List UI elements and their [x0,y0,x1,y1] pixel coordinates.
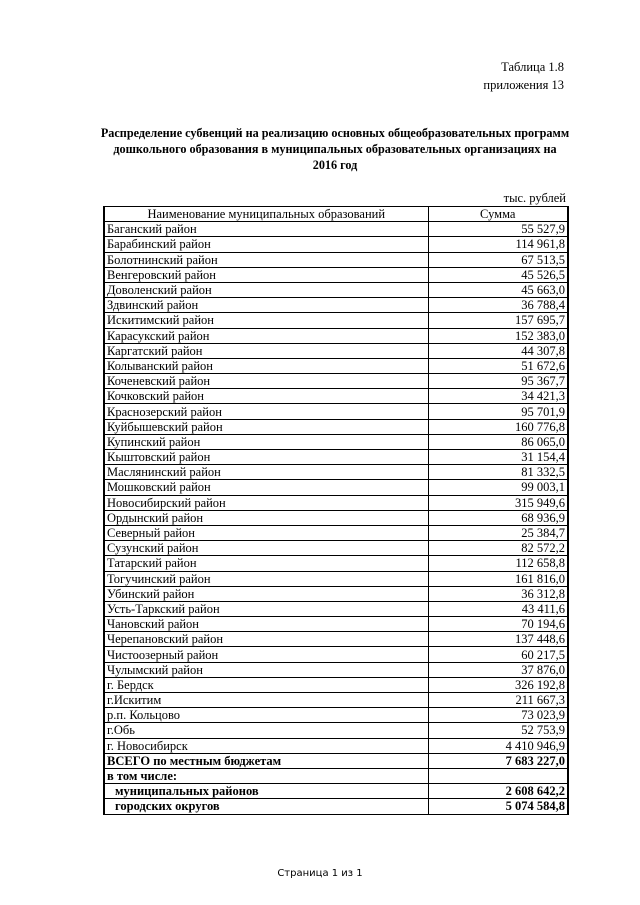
table-row [104,541,568,556]
table-row [104,222,568,237]
sum-value: 55 527,9 [428,222,568,237]
sum-value: 4 410 946,9 [428,738,568,753]
appendix-caption: приложения 13 [483,78,564,92]
municipality-name: Барабинский район [104,237,428,252]
sum-value: 36 312,8 [428,586,568,601]
including-label-row [104,768,568,783]
sum-value: 161 816,0 [428,571,568,586]
column-header-sum: Сумма [428,207,568,222]
table-row [104,358,568,373]
municipality-name: Венгеровский район [104,267,428,282]
table-row [104,571,568,586]
municipality-name: Чистоозерный район [104,647,428,662]
sum-value: 326 192,8 [428,677,568,692]
sum-value: 157 695,7 [428,313,568,328]
municipality-name: Кыштовский район [104,450,428,465]
table-row [104,632,568,647]
table-number-caption: Таблица 1.8 [501,60,564,74]
municipality-name: Маслянинский район [104,465,428,480]
municipality-name: Северный район [104,525,428,540]
table-header-row [104,207,568,222]
table-row [104,434,568,449]
sum-value: 81 332,5 [428,465,568,480]
municipality-name: Доволенский район [104,282,428,297]
units-label: тыс. рублей [503,191,566,205]
table-row [104,343,568,358]
sum-value: 31 154,4 [428,450,568,465]
sum-value: 152 383,0 [428,328,568,343]
municipality-name: Каргатский район [104,343,428,358]
sum-value: 315 949,6 [428,495,568,510]
municipality-name: Убинский район [104,586,428,601]
table-row [104,450,568,465]
table-row [104,723,568,738]
sum-value: 34 421,3 [428,389,568,404]
municipality-name: Чулымский район [104,662,428,677]
sum-value: 43 411,6 [428,601,568,616]
table-row [104,662,568,677]
sum-value: 86 065,0 [428,434,568,449]
sum-value: 211 667,3 [428,693,568,708]
sum-value: 82 572,2 [428,541,568,556]
municipality-name: г.Обь [104,723,428,738]
sum-value: 52 753,9 [428,723,568,738]
table-row [104,313,568,328]
table-row [104,601,568,616]
municipality-name: Карасукский район [104,328,428,343]
table-row [104,237,568,252]
sum-value: 114 961,8 [428,237,568,252]
sum-value: 73 023,9 [428,708,568,723]
table-row [104,617,568,632]
municipality-name: Коченевский район [104,374,428,389]
sum-value: 7 683 227,0 [428,753,568,768]
municipality-name: Мошковский район [104,480,428,495]
subsidy-table [103,206,569,815]
table-row [104,465,568,480]
table-row [104,282,568,297]
table-row [104,389,568,404]
breakdown-row [104,784,568,799]
sum-value: 5 074 584,8 [428,799,568,814]
municipality-name: Колыванский район [104,358,428,373]
sum-value [428,768,568,783]
municipality-name: г.Искитим [104,693,428,708]
sum-value: 45 526,5 [428,267,568,282]
sum-value: 68 936,9 [428,510,568,525]
sum-value: 112 658,8 [428,556,568,571]
column-header-name: Наименование муниципальных образований [104,207,428,222]
municipality-name: муниципальных районов [104,784,428,799]
sum-value: 70 194,6 [428,617,568,632]
page-footer: Страница 1 из 1 [277,868,363,879]
municipality-name: Усть-Таркский район [104,601,428,616]
sum-value: 44 307,8 [428,343,568,358]
municipality-name: Тогучинский район [104,571,428,586]
sum-value: 51 672,6 [428,358,568,373]
table-row [104,495,568,510]
table-row [104,693,568,708]
sum-value: 37 876,0 [428,662,568,677]
table-row [104,586,568,601]
sum-value: 137 448,6 [428,632,568,647]
sum-value: 160 776,8 [428,419,568,434]
table-row [104,298,568,313]
sum-value: 25 384,7 [428,525,568,540]
table-row [104,419,568,434]
municipality-name: Краснозерский район [104,404,428,419]
municipality-name: Новосибирский район [104,495,428,510]
municipality-name: г. Новосибирск [104,738,428,753]
sum-value: 60 217,5 [428,647,568,662]
sum-value: 99 003,1 [428,480,568,495]
table-row [104,480,568,495]
municipality-name: Купинский район [104,434,428,449]
table-row [104,647,568,662]
sum-value: 67 513,5 [428,252,568,267]
table-row [104,510,568,525]
table-body [104,222,568,814]
sum-value: 45 663,0 [428,282,568,297]
municipality-name: Куйбышевский район [104,419,428,434]
sum-value: 2 608 642,2 [428,784,568,799]
municipality-name: Баганский район [104,222,428,237]
municipality-name: Здвинский район [104,298,428,313]
table-row [104,556,568,571]
total-row [104,753,568,768]
municipality-name: ВСЕГО по местным бюджетам [104,753,428,768]
municipality-name: Искитимский район [104,313,428,328]
municipality-name: в том числе: [104,768,428,783]
table-row [104,267,568,282]
table-row [104,374,568,389]
municipality-name: г. Бердск [104,677,428,692]
municipality-name: р.п. Кольцово [104,708,428,723]
municipality-name: Татарский район [104,556,428,571]
table-row [104,708,568,723]
table-row [104,404,568,419]
municipality-name: Чановский район [104,617,428,632]
table-row [104,677,568,692]
municipality-name: Сузунский район [104,541,428,556]
table-row [104,252,568,267]
table-row [104,738,568,753]
sum-value: 95 701,9 [428,404,568,419]
municipality-name: городских округов [104,799,428,814]
sum-value: 36 788,4 [428,298,568,313]
sum-value: 95 367,7 [428,374,568,389]
table-row [104,525,568,540]
municipality-name: Кочковский район [104,389,428,404]
municipality-name: Ордынский район [104,510,428,525]
table-row [104,328,568,343]
document-title: Распределение субвенций на реализацию основных общеобразовательных программ дошкольного образования в муниципальных образовательных организациях на 2016 год [100,126,570,172]
breakdown-row [104,799,568,814]
municipality-name: Черепановский район [104,632,428,647]
municipality-name: Болотнинский район [104,252,428,267]
